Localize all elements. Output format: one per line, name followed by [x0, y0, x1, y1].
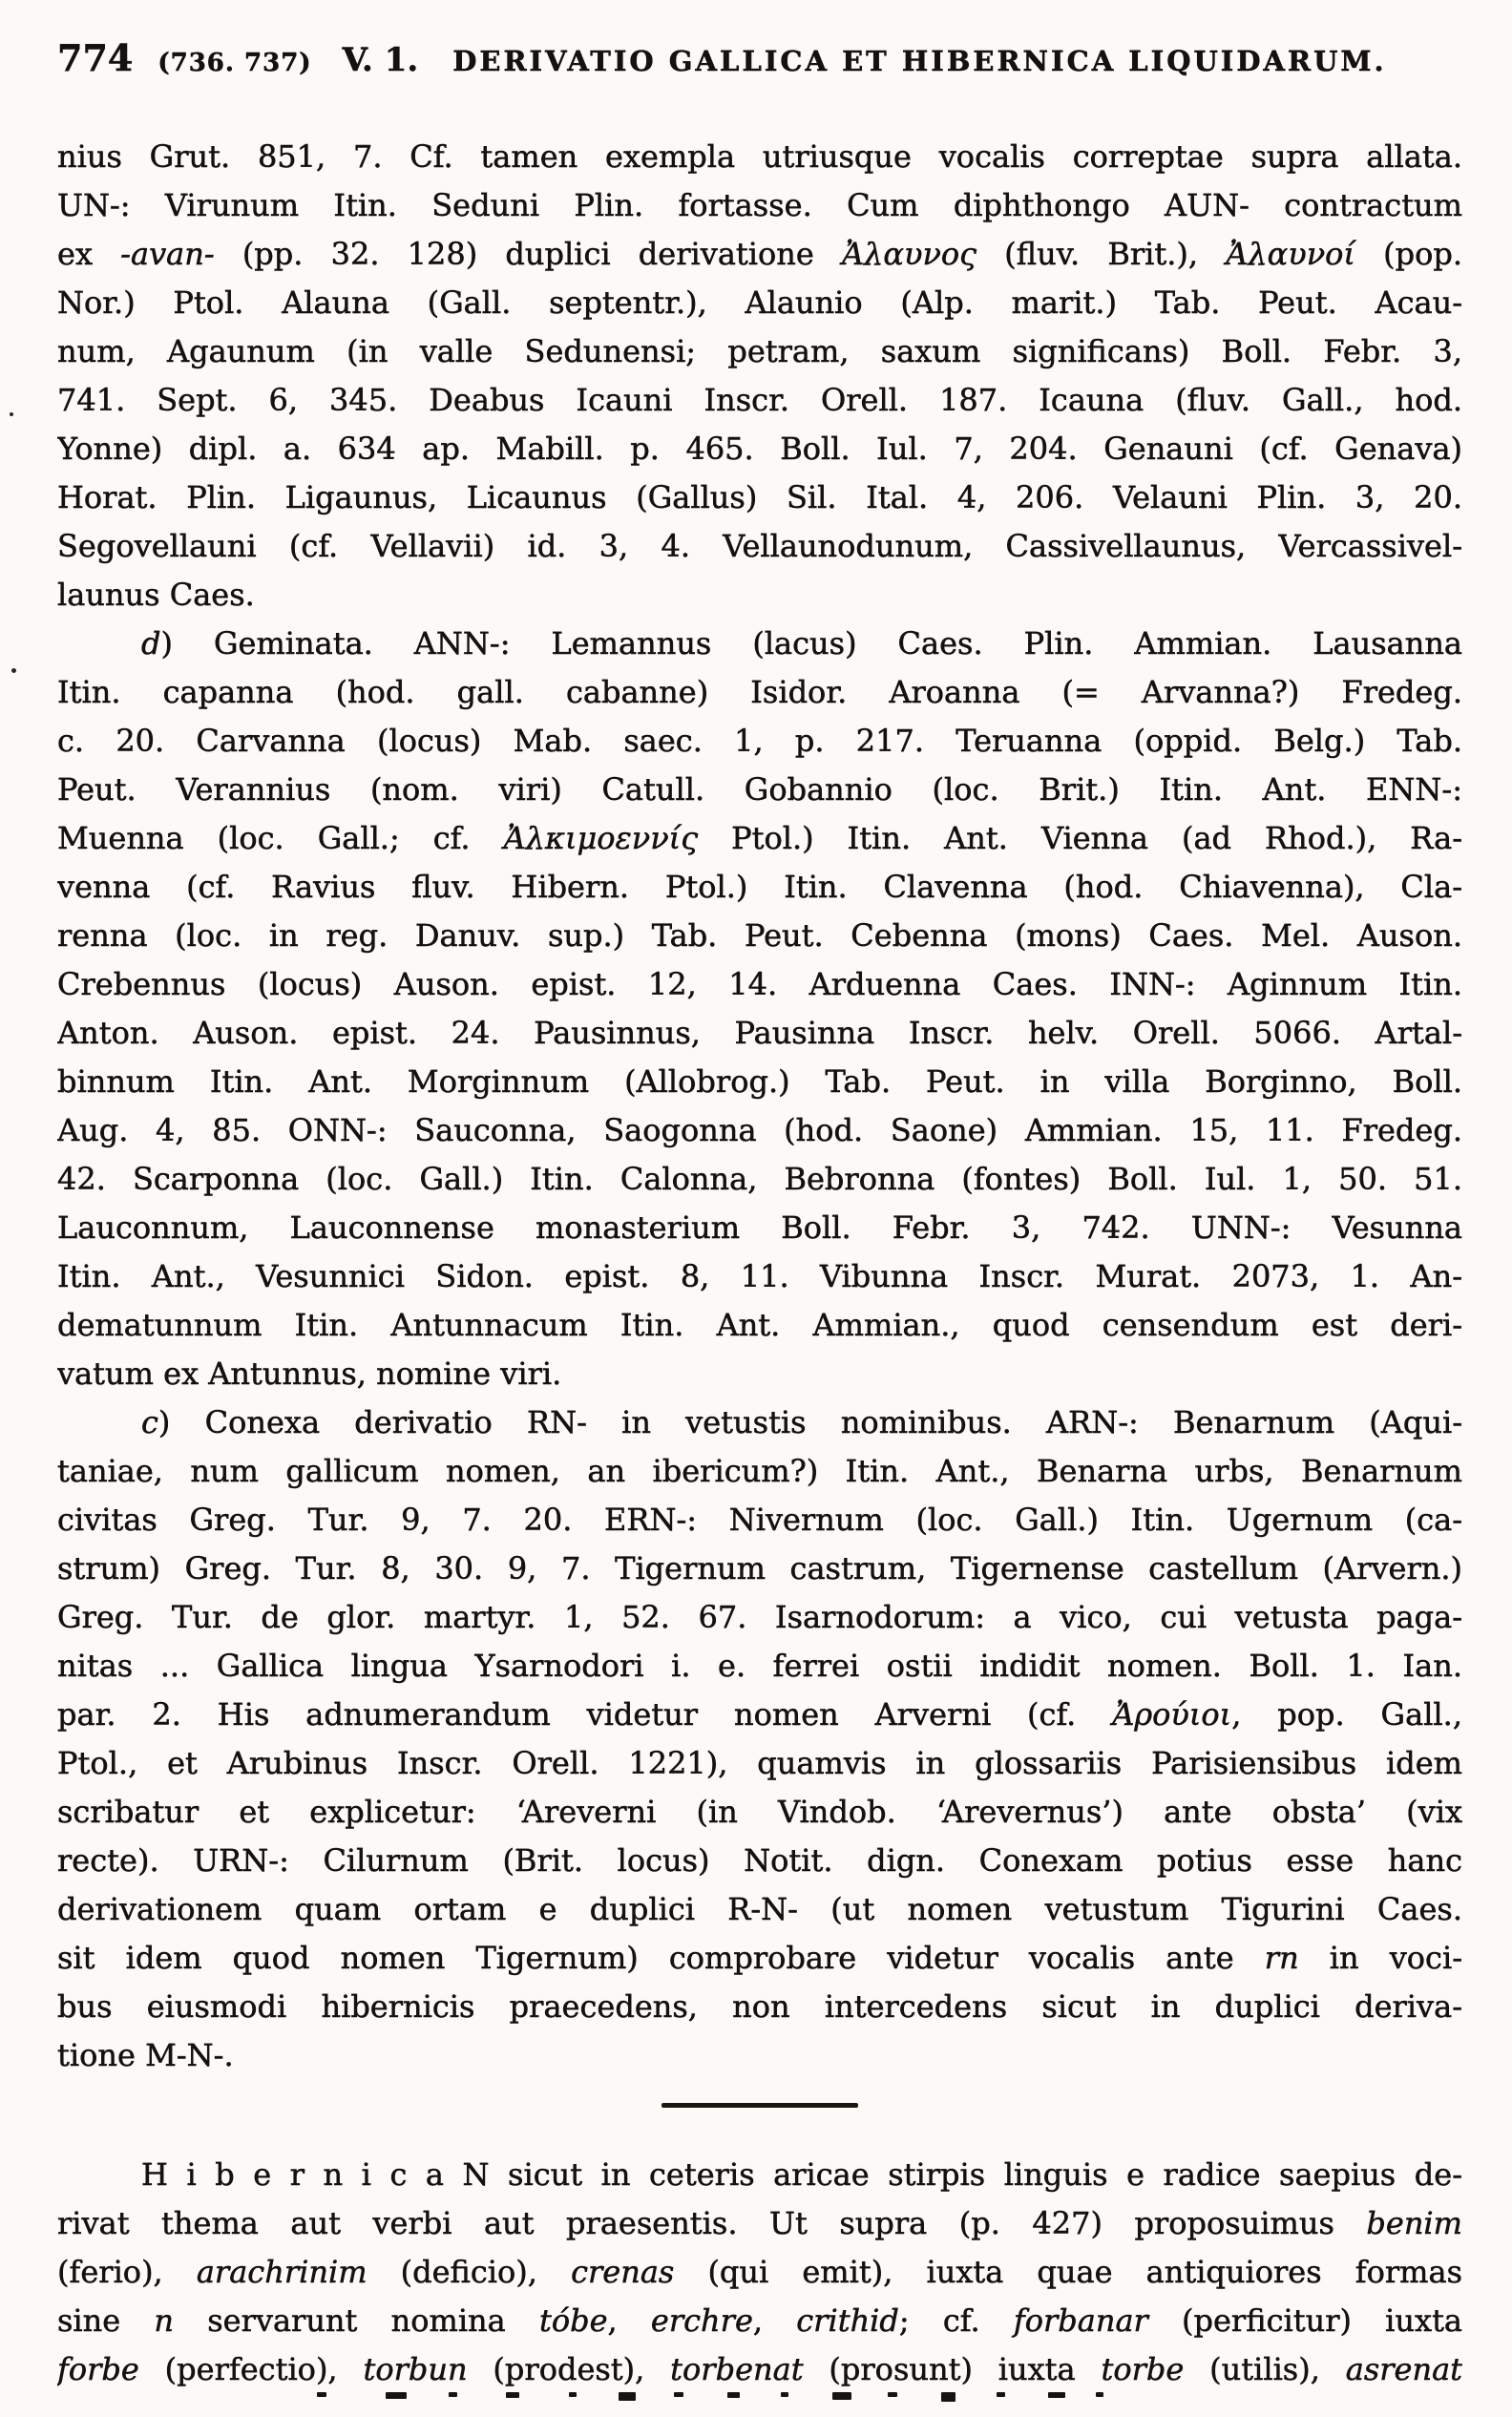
text-line: dematunnum Itin. Antunnacum Itin. Ant. Ammian., quod censendum est deri-	[57, 1307, 1462, 1343]
text-line: d) Geminata. ANN-: Lemannus (lacus) Caes. Plin. Ammian. Lausanna	[141, 625, 1462, 662]
text-line: Itin. Ant., Vesunnici Sidon. epist. 8, 11. Vibunna Inscr. Murat. 2073, 1. An-	[57, 1258, 1462, 1294]
text-line: UN-: Virunum Itin. Seduni Plin. fortasse. Cum diphthongo AUN- contractum	[57, 187, 1462, 223]
text-line: ex -avan- (pp. 32. 128) duplici derivatione Ἀλαυνος (fluv. Brit.), Ἀλαυνοί (pop.	[57, 236, 1462, 272]
text-line: Yonne) dipl. a. 634 ap. Mabill. p. 465. Boll. Iul. 7, 204. Genauni (cf. Genava)	[57, 431, 1462, 467]
text-line: Muenna (loc. Gall.; cf. Ἀλκιμοεννίς Ptol.) Itin. Ant. Vienna (ad Rhod.), Ra-	[57, 820, 1462, 856]
text-line: Segovellauni (cf. Vellavii) id. 3, 4. Vellaunodunum, Cassivellaunus, Vercassivel-	[57, 528, 1462, 564]
text-line: Itin. capanna (hod. gall. cabanne) Isidor. Aroanna (= Arvanna?) Fredeg.	[57, 674, 1462, 710]
text-line: Crebennus (locus) Auson. epist. 12, 14. Arduenna Caes. INN-: Aginnum Itin.	[57, 966, 1462, 1002]
cut-off-next-line-fragments	[0, 2392, 1512, 2407]
text-line: bus eiusmodi hibernicis praecedens, non intercedens sicut in duplici deriva-	[57, 1988, 1462, 2025]
text-line: taniae, num gallicum nomen, an ibericum?) Itin. Ant., Benarna urbs, Benarnum	[57, 1453, 1462, 1489]
text-line: (ferio), arachrinim (deficio), crenas (qui emit), iuxta quae antiquiores formas	[57, 2254, 1462, 2290]
text-line: rivat thema aut verbi aut praesentis. Ut supra (p. 427) proposuimus benim	[57, 2205, 1462, 2241]
paragraph	[57, 620, 1462, 1398]
text-line: Nor.) Ptol. Alauna (Gall. septentr.), Alaunio (Alp. marit.) Tab. Peut. Acau-	[57, 284, 1462, 321]
text-line: strum) Greg. Tur. 8, 30. 9, 7. Tigernum castrum, Tigernense castellum (Arvern.)	[57, 1550, 1462, 1587]
text-line: venna (cf. Ravius fluv. Hibern. Ptol.) Itin. Clavenna (hod. Chiavenna), Cla-	[57, 869, 1462, 905]
ink-fragment	[506, 2392, 519, 2398]
text-line: forbe (perfectio), torbun (prodest), torbenat (prosunt) iuxta torbe (utilis), asrenat	[57, 2351, 1462, 2387]
ink-fragment	[888, 2392, 897, 2397]
text-line: Peut. Verannius (nom. viri) Catull. Gobannio (loc. Brit.) Itin. Ant. ENN-:	[57, 771, 1462, 808]
volume-label: V. 1.	[342, 41, 419, 79]
ink-fragment	[386, 2392, 407, 2399]
text-line: Anton. Auson. epist. 24. Pausinnus, Pausinna Inscr. helv. Orell. 5066. Artal-	[57, 1015, 1462, 1051]
paragraph	[57, 133, 1462, 620]
text-line: c. 20. Carvanna (locus) Mab. saec. 1, p. 217. Teruanna (oppid. Belg.) Tab.	[57, 723, 1462, 759]
text-line: Greg. Tur. de glor. martyr. 1, 52. 67. Isarnodorum: a vico, cui vetusta paga-	[57, 1599, 1462, 1635]
text-line: recte). URN-: Cilurnum (Brit. locus) Notit. dign. Conexam potius esse hanc	[57, 1842, 1462, 1879]
text-line: Ptol., et Arubinus Inscr. Orell. 1221), quamvis in glossariis Parisiensibus idem	[57, 1745, 1462, 1781]
ink-fragment	[941, 2392, 956, 2402]
text-line: num, Agaunum (in valle Sedunensi; petram, saxum significans) Boll. Febr. 3,	[57, 333, 1462, 369]
text-line: c) Conexa derivatio RN- in vetustis nominibus. ARN-: Benarnum (Aqui-	[141, 1404, 1462, 1440]
text-line: renna (loc. in reg. Danuv. sup.) Tab. Peut. Cebenna (mons) Caes. Mel. Auson.	[57, 917, 1462, 954]
paragraph	[57, 2151, 1462, 2394]
page-number: 774	[57, 36, 134, 79]
text-line: Aug. 4, 85. ONN-: Sauconna, Saogonna (hod. Saone) Ammian. 15, 11. Fredeg.	[57, 1112, 1462, 1148]
text-line: launus Caes.	[57, 577, 255, 613]
ink-fragment	[832, 2392, 851, 2400]
ink-fragment	[997, 2392, 1005, 2397]
paragraph	[57, 1398, 1462, 2080]
ink-speck	[11, 668, 16, 673]
ink-fragment	[619, 2392, 636, 2401]
ink-fragment	[569, 2392, 577, 2397]
text-line: 42. Scarponna (loc. Gall.) Itin. Calonna, Bebronna (fontes) Boll. Iul. 1, 50. 51.	[57, 1161, 1462, 1197]
text-line: Horat. Plin. Ligaunus, Licaunus (Gallus) Sil. Ital. 4, 206. Velauni Plin. 3, 20.	[57, 479, 1462, 515]
ink-fragment	[449, 2392, 457, 2397]
chapter-title: DERIVATIO GALLICA ET HIBERNICA LIQUIDARUM.	[452, 45, 1387, 77]
running-head	[57, 36, 1462, 79]
folio-numbers: (736. 737)	[158, 49, 312, 77]
text-line: par. 2. His adnumerandum videtur nomen Arverni (cf. Ἀρούιοι, pop. Gall.,	[57, 1696, 1462, 1733]
ink-fragment	[317, 2392, 326, 2397]
text-line: sit idem quod nomen Tigernum) comprobare videtur vocalis ante rn in voci-	[57, 1940, 1462, 1976]
text-line: tione M-N-.	[57, 2037, 234, 2073]
text-line: 741. Sept. 6, 345. Deabus Icauni Inscr. Orell. 187. Icauna (fluv. Gall., hod.	[57, 382, 1462, 418]
text-line: civitas Greg. Tur. 9, 7. 20. ERN-: Nivernum (loc. Gall.) Itin. Ugernum (ca-	[57, 1502, 1462, 1538]
ink-speck	[10, 412, 13, 416]
ink-fragment	[1048, 2392, 1065, 2398]
text-line: scribatur et explicetur: ‘Areverni (in Vindob. ‘Arevernus’) ante obsta’ (vix	[57, 1794, 1462, 1830]
text-line: vatum ex Antunnus, nomine viri.	[57, 1356, 562, 1392]
page-text-body	[57, 133, 1462, 2394]
ink-fragment	[727, 2392, 740, 2398]
ink-fragment	[1096, 2392, 1103, 2397]
ink-fragment	[674, 2392, 683, 2397]
text-line: binnum Itin. Ant. Morginnum (Allobrog.) Tab. Peut. in villa Borginno, Boll.	[57, 1063, 1462, 1100]
text-line: H i b e r n i c a N sicut in ceteris aricae stirpis linguis e radice saepius de-	[141, 2156, 1462, 2193]
ink-fragment	[781, 2392, 788, 2397]
section-divider	[662, 2103, 858, 2107]
text-line: nitas ... Gallica lingua Ysarnodori i. e. ferrei ostii indidit nomen. Boll. 1. Ian.	[57, 1648, 1462, 1684]
text-line: nius Grut. 851, 7. Cf. tamen exempla utriusque vocalis correptae supra allata.	[57, 138, 1462, 175]
text-line: sine n servarunt nomina tóbe, erchre, crithid; cf. forbanar (perficitur) iuxta	[57, 2302, 1462, 2339]
text-line: derivationem quam ortam e duplici R-N- (ut nomen vetustum Tigurini Caes.	[57, 1891, 1462, 1927]
text-line: Lauconnum, Lauconnense monasterium Boll. Febr. 3, 742. UNN-: Vesunna	[57, 1209, 1462, 1246]
